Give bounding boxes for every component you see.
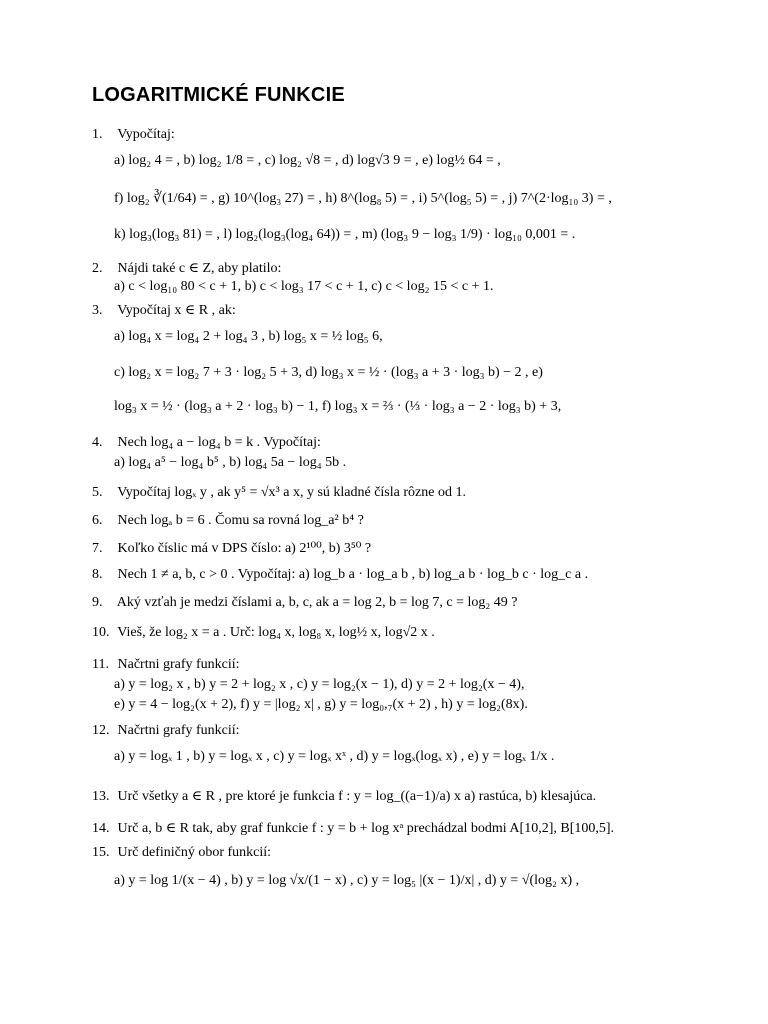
- item-11-row-1: a) y = log₂ x , b) y = 2 + log₂ x , c) y = log₂(x − 1), d) y = 2 + log₂(x − 4),: [114, 677, 525, 692]
- item-1: 1. Vypočítaj:: [92, 127, 175, 142]
- item-15: 15. Urč definičný obor funkcií:: [92, 845, 272, 860]
- page-title: LOGARITMICKÉ FUNKCIE: [92, 84, 345, 106]
- item-11: 11. Načrtni grafy funkcií:: [92, 657, 240, 672]
- item-10: 10. Vieš, že log₂ x = a . Urč: log₄ x, log₈ x, log½ x, log√2 x .: [92, 625, 435, 640]
- item-5: 5. Vypočítaj logₓ y , ak y⁵ = √x³ a x, y sú kladné čísla rôzne od 1.: [92, 485, 466, 500]
- item-3: 3. Vypočítaj x ∈ R , ak:: [92, 303, 236, 318]
- item-9: 9. Aký vzťah je medzi číslami a, b, c, ak a = log 2, b = log 7, c = log₂ 49 ?: [92, 595, 518, 610]
- item-1-row-3: k) log₃(log₃ 81) = , l) log₂(log₃(log₄ 64)) = , m) (log₃ 9 − log₃ 1/9) · log₁₀ 0,001 = .: [114, 227, 576, 242]
- item-15-row-1: a) y = log 1/(x − 4) , b) y = log √x/(1 − x) , c) y = log₅ |(x − 1)/x| , d) y = √(log₂ x) ,: [114, 873, 580, 888]
- item-2: 2. Nájdi také c ∈ Z, aby platilo:: [92, 261, 282, 276]
- item-12: 12. Načrtni grafy funkcií:: [92, 723, 240, 738]
- item-12-row-1: a) y = logₓ 1 , b) y = logₓ x , c) y = logₓ xˣ , d) y = logₓ(logₓ x) , e) y = logₓ 1/x .: [114, 749, 555, 764]
- item-3-row-3: log₃ x = ½ · (log₃ a + 2 · log₃ b) − 1, f) log₃ x = ⅔ · (⅓ · log₃ a − 2 · log₃ b) + 3,: [114, 399, 562, 414]
- item-14: 14. Urč a, b ∈ R tak, aby graf funkcie f : y = b + log xᵃ prechádzal bodmi A[10,2], B[100,5].: [92, 821, 615, 836]
- item-4-row-1: a) log₄ a⁵ − log₄ b⁵ , b) log₄ 5a − log₄ 5b .: [114, 455, 347, 470]
- item-4: 4. Nech log₄ a − log₄ b = k . Vypočítaj:: [92, 435, 321, 450]
- item-13: 13. Urč všetky a ∈ R , pre ktoré je funkcia f : y = log_((a−1)/a) x a) rastúca, b) klesajúca.: [92, 789, 597, 804]
- item-11-row-2: e) y = 4 − log₂(x + 2), f) y = |log₂ x| , g) y = log₀,₇(x + 2) , h) y = log₂(8x).: [114, 697, 528, 712]
- item-7: 7. Koľko číslic má v DPS číslo: a) 2¹⁰⁰, b) 3⁵⁰ ?: [92, 541, 372, 556]
- item-3-row-2: c) log₂ x = log₂ 7 + 3 · log₂ 5 + 3, d) log₃ x = ½ · (log₃ a + 3 · log₃ b) − 2 , e): [114, 365, 543, 380]
- item-2-row-1: a) c < log₁₀ 80 < c + 1, b) c < log₃ 17 < c + 1, c) c < log₂ 15 < c + 1.: [114, 279, 494, 294]
- item-6: 6. Nech logₐ b = 6 . Čomu sa rovná log_a² b⁴ ?: [92, 513, 364, 528]
- item-1-row-1: a) log₂ 4 = , b) log₂ 1/8 = , c) log₂ √8 = , d) log√3 9 = , e) log½ 64 = ,: [114, 153, 501, 168]
- item-1-row-2: f) log₂ ∛(1/64) = , g) 10^(log₃ 27) = , h) 8^(log₈ 5) = , i) 5^(log₅ 5) = , j) 7^(2·log₁₀ 3) = ,: [114, 191, 612, 206]
- item-8: 8. Nech 1 ≠ a, b, c > 0 . Vypočítaj: a) log_b a · log_a b , b) log_a b · log_b c · log_c a .: [92, 567, 589, 582]
- item-3-row-1: a) log₄ x = log₄ 2 + log₄ 3 , b) log₅ x = ½ log₅ 6,: [114, 329, 383, 344]
